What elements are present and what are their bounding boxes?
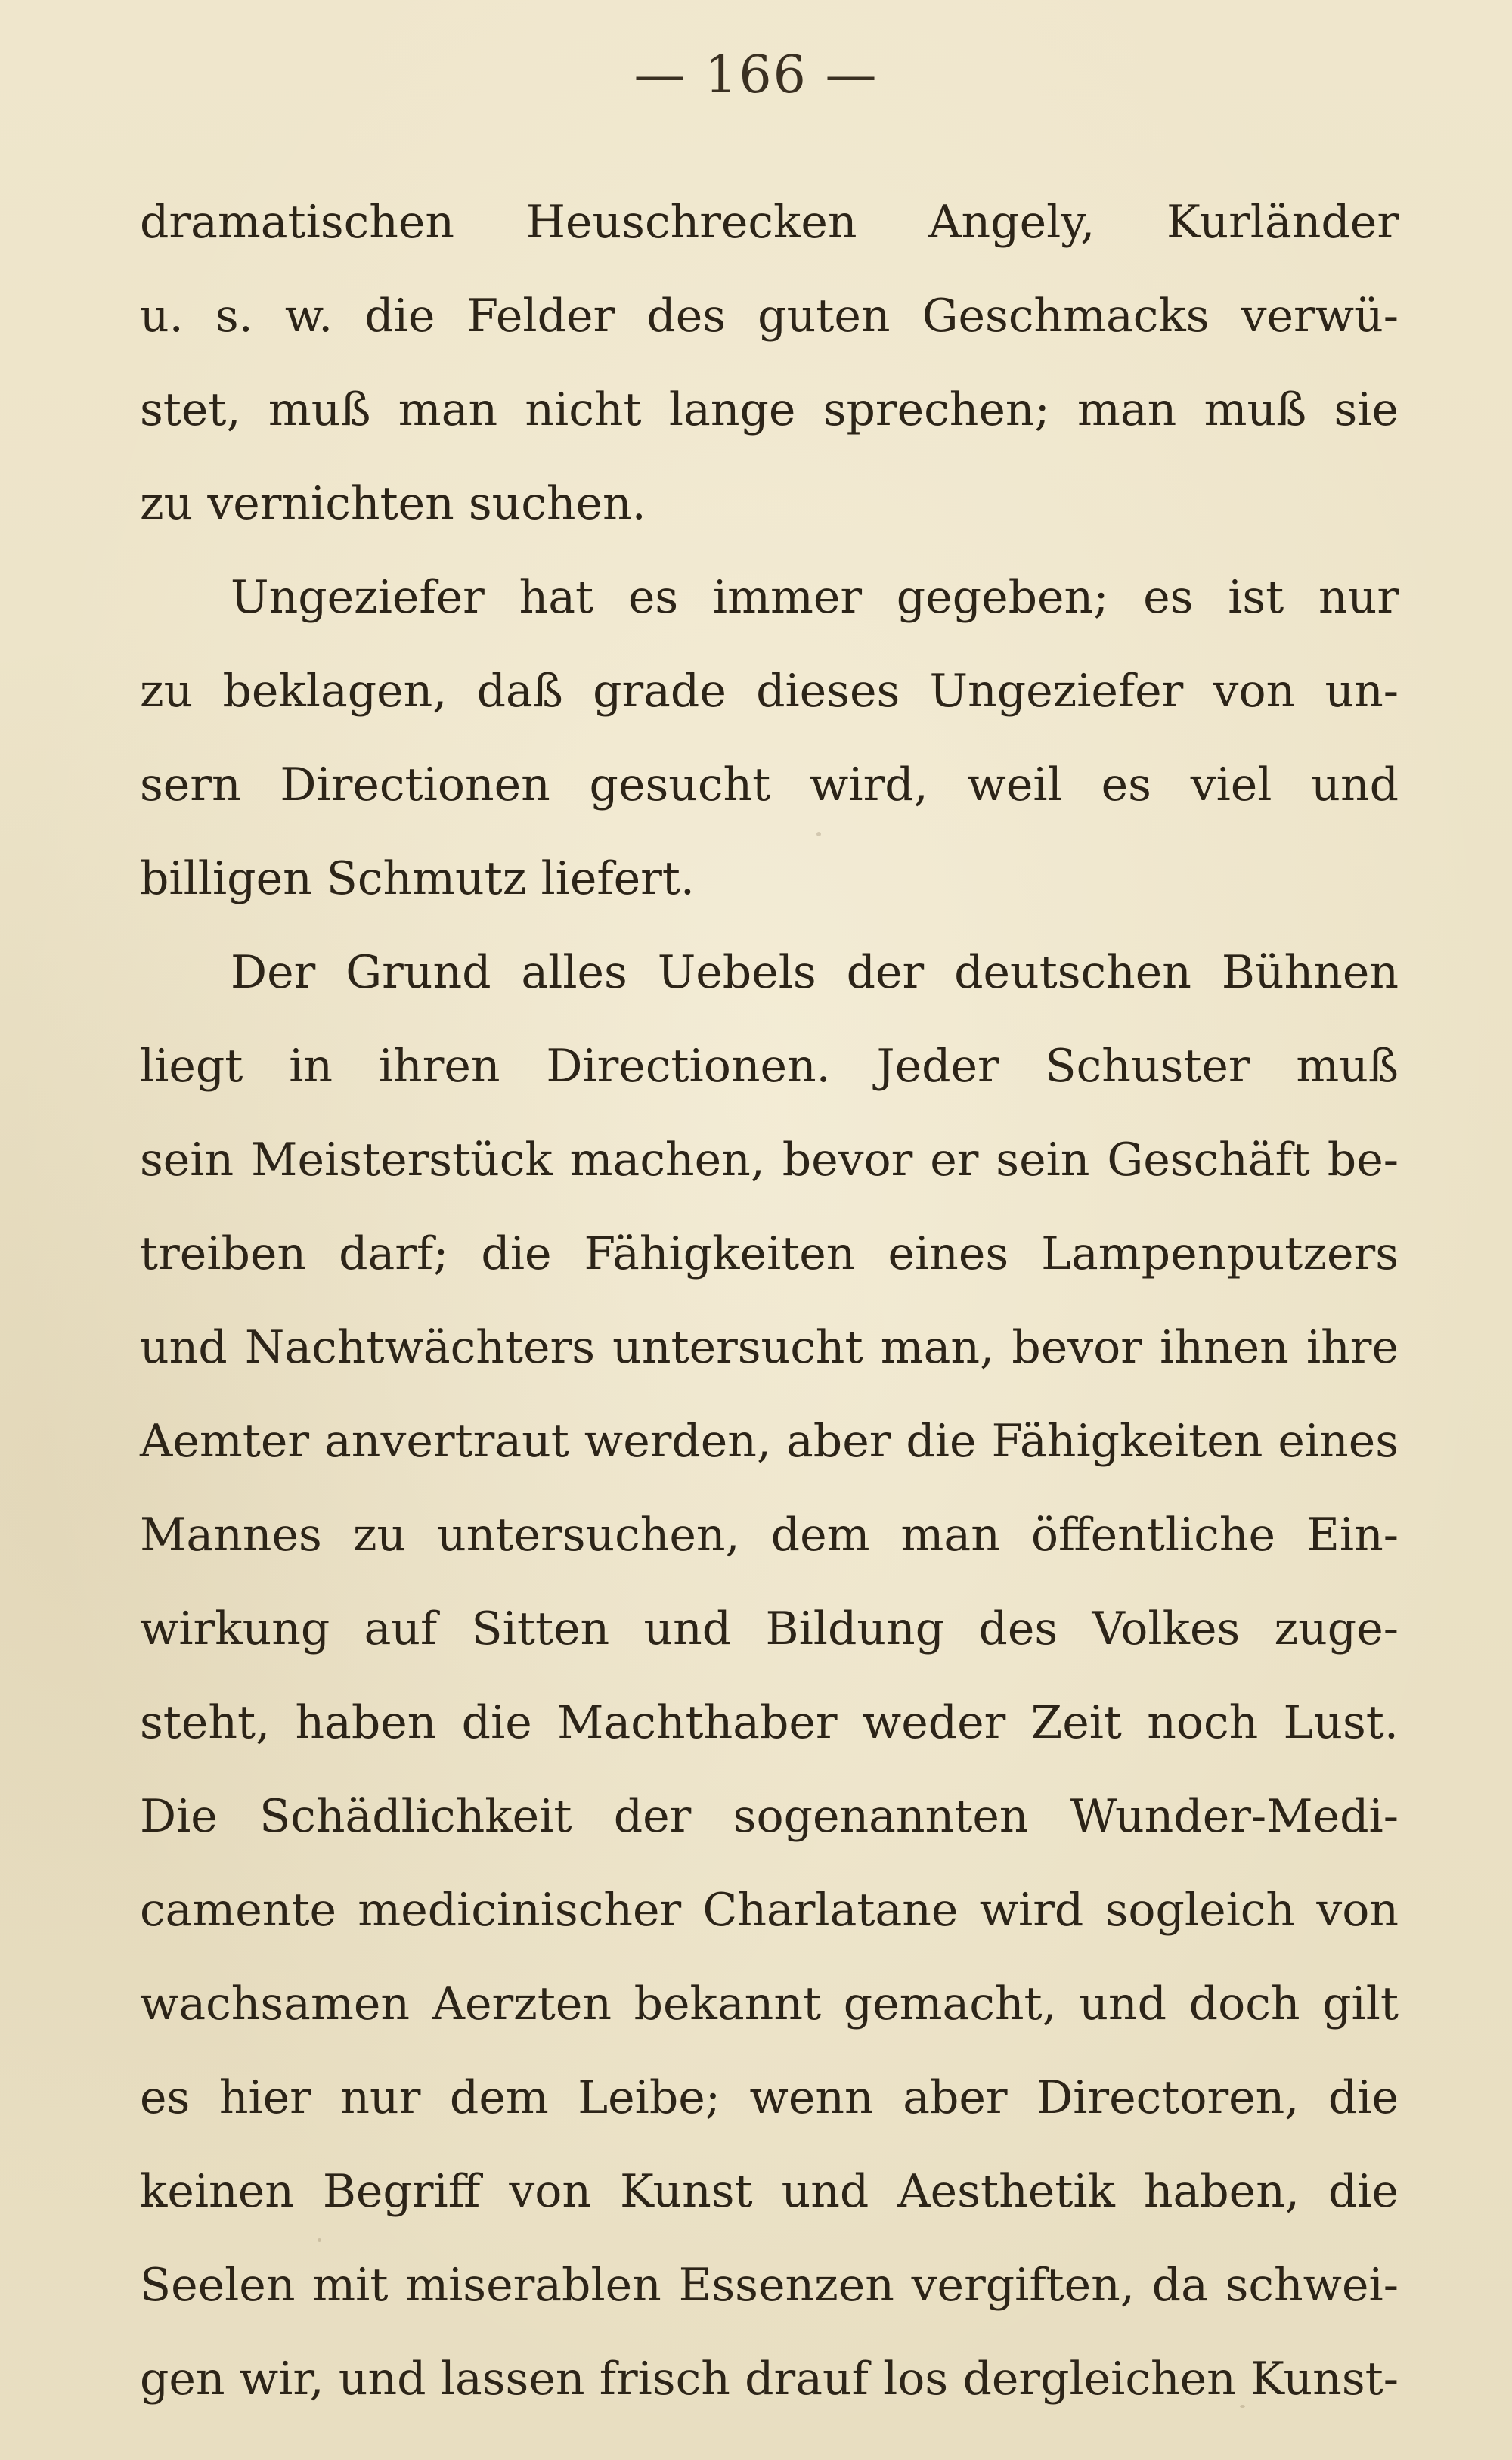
text-line: Mannes zu untersuchen, dem man öffentliche Ein- bbox=[140, 1509, 1399, 1562]
paper-speck bbox=[816, 832, 821, 836]
paper-speck bbox=[1051, 1543, 1055, 1546]
text-line: sein Meisterstück machen, bevor er sein Geschäft be- bbox=[140, 1134, 1399, 1187]
text-line: wachsamen Aerzten bekannt gemacht, und doch gilt bbox=[140, 1978, 1399, 2030]
text-line: Der Grund alles Uebels der deutschen Bühnen bbox=[231, 946, 1399, 999]
text-line: steht, haben die Machthaber weder Zeit noch Lust. bbox=[140, 1696, 1399, 1749]
text-line: Ungeziefer hat es immer gegeben; es ist nur bbox=[231, 571, 1399, 624]
text-line: wirkung auf Sitten und Bildung des Volkes zuge- bbox=[140, 1602, 1399, 1655]
text-line: Seelen mit miserablen Essenzen vergiften, da schwei- bbox=[140, 2259, 1399, 2312]
body-text bbox=[140, 175, 1399, 2426]
text-line: zu beklagen, daß grade dieses Ungeziefer von un- bbox=[140, 665, 1399, 718]
text-line: und Nachtwächters untersucht man, bevor ihnen ihre bbox=[140, 1321, 1399, 1374]
text-line: stet, muß man nicht lange sprechen; man muß sie bbox=[140, 383, 1399, 436]
text-line: treiben darf; die Fähigkeiten eines Lampenputzers bbox=[140, 1227, 1399, 1280]
paper-speck bbox=[1240, 2405, 1245, 2408]
text-line: Die Schädlichkeit der sogenannten Wunder-Medi- bbox=[140, 1790, 1399, 1843]
text-line: sern Directionen gesucht wird, weil es viel und bbox=[140, 758, 1399, 811]
text-line: es hier nur dem Leibe; wenn aber Directoren, die bbox=[140, 2071, 1399, 2124]
text-line: dramatischen Heuschrecken Angely, Kurländer bbox=[140, 196, 1399, 249]
text-line: zu vernichten suchen. bbox=[140, 477, 646, 530]
text-line: gen wir, und lassen frisch drauf los dergleichen Kunst- bbox=[140, 2353, 1399, 2406]
text-line: liegt in ihren Directionen. Jeder Schuster muß bbox=[140, 1040, 1399, 1093]
text-line: camente medicinischer Charlatane wird sogleich von bbox=[140, 1884, 1399, 1937]
page-number: — 166 — bbox=[634, 45, 878, 105]
paper-speck bbox=[318, 2238, 321, 2242]
text-line: keinen Begriff von Kunst und Aesthetik haben, die bbox=[140, 2165, 1399, 2218]
text-line: Aemter anvertraut werden, aber die Fähigkeiten eines bbox=[140, 1415, 1399, 1468]
text-line: u. s. w. die Felder des guten Geschmacks verwü- bbox=[140, 290, 1399, 343]
text-line: billigen Schmutz liefert. bbox=[140, 852, 695, 905]
